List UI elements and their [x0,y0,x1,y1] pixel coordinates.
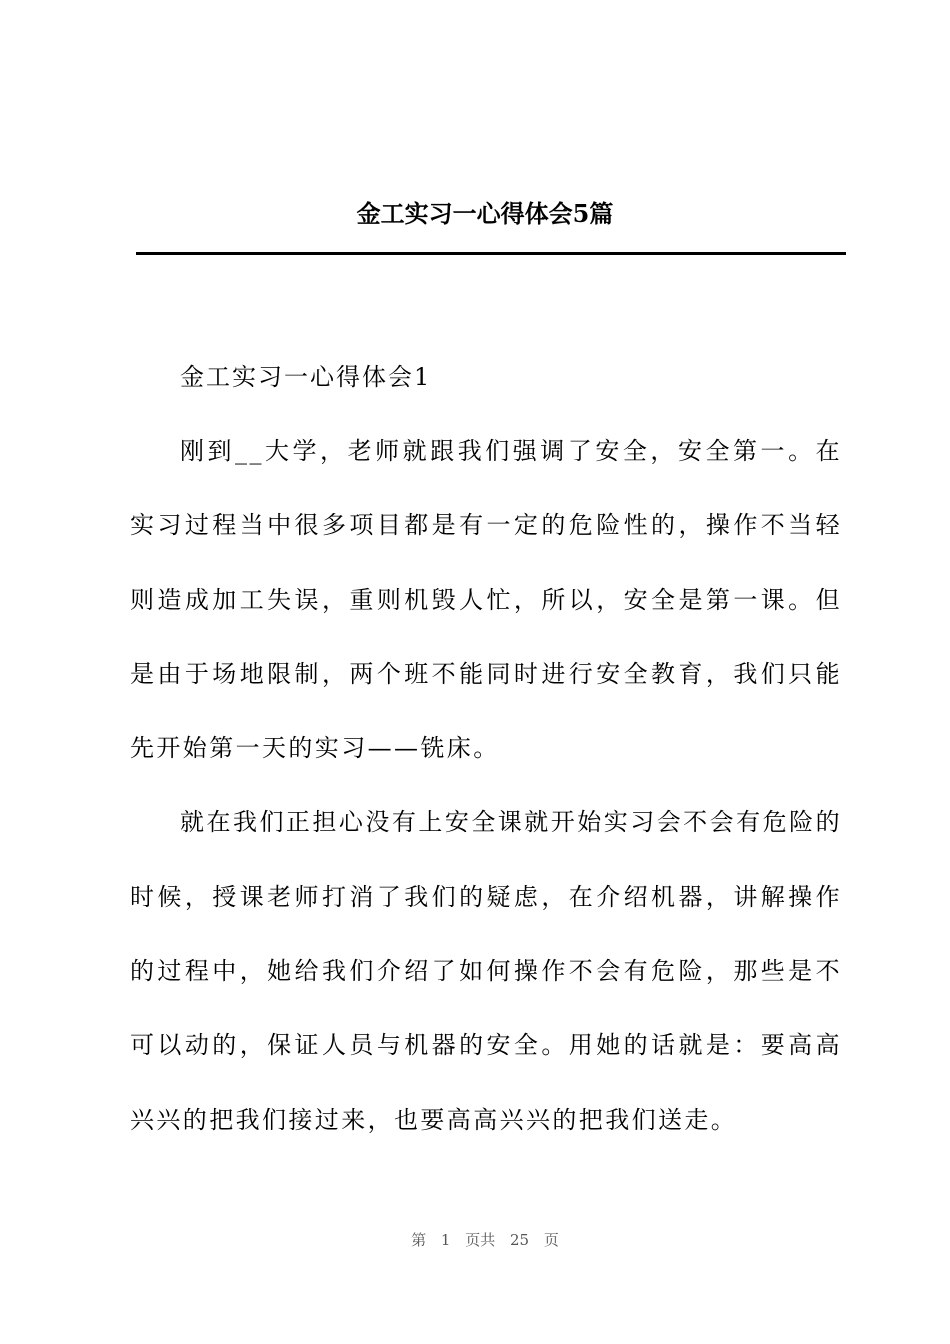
footer-total-pages: 25 [510,1231,530,1249]
title-underline [136,252,846,255]
paragraph-1: 刚到__大学，老师就跟我们强调了安全，安全第一。在实习过程当中很多项目都是有一定的危险性的，操作不当轻则造成加工失误，重则机毁人忙，所以，安全是第一课。但是由于场地限制，两个班不能同时进行安全教育，我们只能先开始第一天的实习——铣床。 [130,437,842,763]
footer-label-page: 第 [411,1231,427,1249]
section-heading: 金工实习一心得体会1 [180,363,432,391]
paragraph-2: 就在我们正担心没有上安全课就开始实习会不会有危险的时候，授课老师打消了我们的疑虑，在介绍机器，讲解操作的过程中，她给我们介绍了如何操作不会有危险，那些是不可以动的，保证人员与机器的安全。用她的话就是：要高高兴兴的把我们接过来，也要高高兴兴的把我们送走。 [130,808,842,1134]
footer-label-end: 页 [543,1231,559,1249]
document-body [130,340,842,1157]
document-title: 金工实习一心得体会5篇 [356,199,614,228]
page-footer [0,1229,950,1250]
footer-current-page: 1 [440,1231,451,1249]
footer-label-of: 页共 [465,1231,496,1249]
